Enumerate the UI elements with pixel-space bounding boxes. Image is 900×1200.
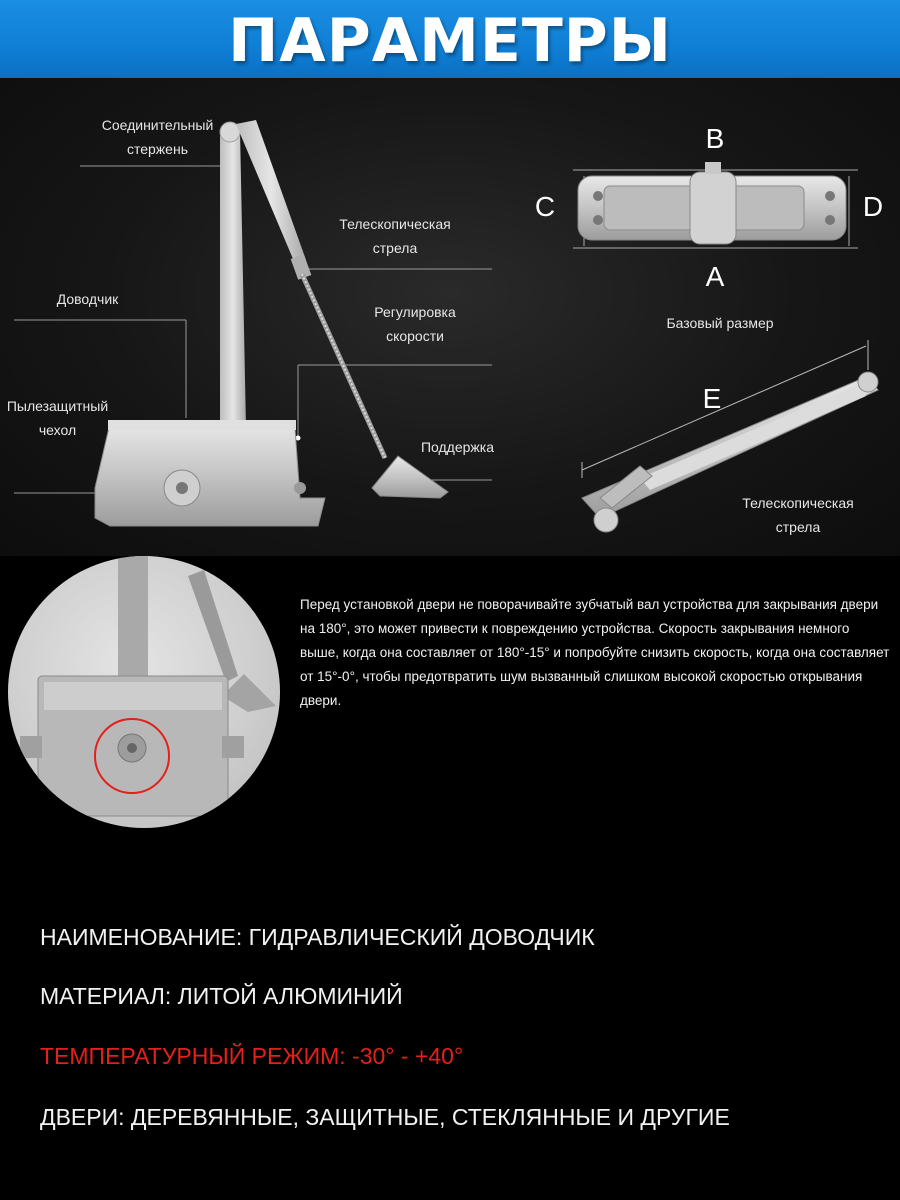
- header-banner: [0, 0, 900, 78]
- telescopic-arm: [236, 120, 306, 266]
- closer-body: [95, 423, 325, 526]
- warning-text: Перед установкой двери не поворачивайте зубчатый вал устройства для закрывания двери на 180°, это может привести к повреждению устройства. Скорость закрывания немного выше, когда она составляет от 180°-15° и попробуйте снизить скорость, когда она составляет от 15°-0°, чтобы предотвратить шум вызванный слишком высокой скоростью открывания двери.: [300, 597, 890, 708]
- connecting-rod: [220, 130, 246, 428]
- spec-material: МАТЕРИАЛ: ЛИТОЙ АЛЮМИНИЙ: [40, 983, 403, 1009]
- label-base-size: Базовый размер: [666, 315, 774, 331]
- label-closer: Доводчик: [56, 291, 119, 307]
- label-telescopic-arm: Телескопическая стрела: [339, 216, 451, 256]
- gear-shaft-closeup-photo: [8, 556, 280, 828]
- spec-name: НАИМЕНОВАНИЕ: ГИДРАВЛИЧЕСКИЙ ДОВОДЧИК: [40, 924, 595, 950]
- base-size-view: [573, 162, 858, 248]
- label-dust-cover: Пылезащитный чехол: [6, 398, 109, 438]
- spec-temperature: ТЕМПЕРАТУРНЫЙ РЕЖИМ: -30° - +40°: [40, 1043, 464, 1069]
- dimension-d: D: [862, 191, 884, 222]
- parts-diagram: [0, 78, 900, 556]
- label-support: Поддержка: [420, 439, 495, 455]
- dimension-e: E: [702, 383, 722, 414]
- page-title: ПАРАМЕТРЫ: [228, 6, 672, 76]
- dimension-a: A: [705, 261, 725, 292]
- support-bracket: [372, 456, 448, 498]
- label-connecting-rod: Соединительный стержень: [101, 117, 214, 157]
- dimension-b: B: [705, 123, 725, 154]
- label-speed-adjust: Регулировка скорости: [374, 304, 456, 344]
- spec-doors: ДВЕРИ: ДЕРЕВЯННЫЕ, ЗАЩИТНЫЕ, СТЕКЛЯННЫЕ И ДРУГИЕ: [40, 1104, 730, 1130]
- closeup-illustration: [8, 556, 280, 828]
- dimension-c: C: [534, 191, 556, 222]
- label-telescopic-arm-2: Телескопическая стрела: [742, 495, 854, 535]
